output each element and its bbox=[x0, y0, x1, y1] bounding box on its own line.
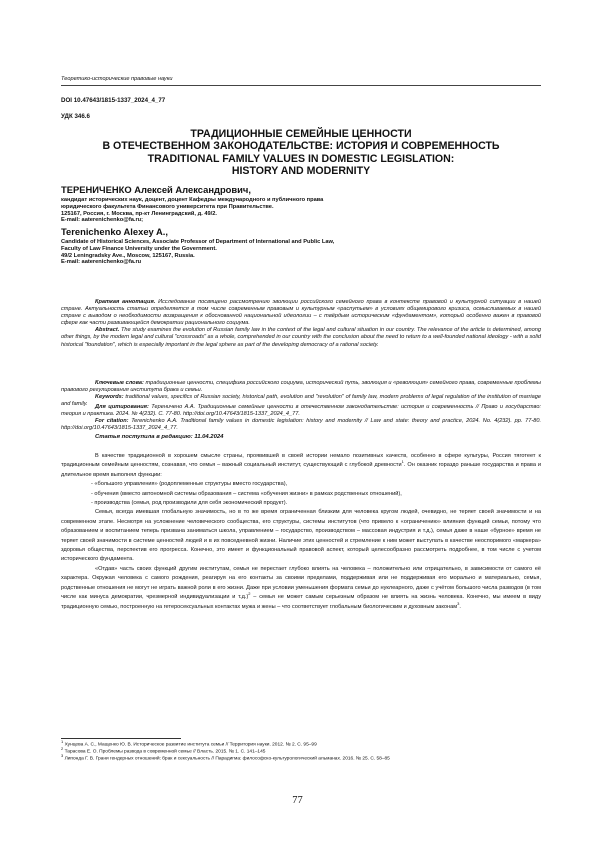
citation-en-label: For citation: bbox=[95, 418, 129, 425]
affiliation-line: Faculty of Law Finance University under the Government. bbox=[61, 245, 217, 252]
title-line: ТРАДИЦИОННЫЕ СЕМЕЙНЫЕ ЦЕННОСТИ bbox=[190, 128, 412, 140]
author-affiliation-ru bbox=[61, 197, 541, 224]
keywords-ru-text: традиционные ценности, специфика российского социума, исторический путь, эволюция и «революция» семейного права, современные проблемы правового регулирования института брака и семьи. bbox=[61, 380, 541, 394]
body-paragraph bbox=[61, 452, 541, 480]
citation-en-text: Terenichenko A.A. Traditional family values in domestic legislation: history and modernity // Law and state: theory and practice, 2024. No. 4(232). pp. 77-80. http://doi.org/10.47643/1815-1337_2024_4_77. bbox=[61, 418, 541, 432]
keywords-en-text: traditional values, specifics of Russian society, historical path, evolution and "revolution" of family law, modern problems of legal regulation of the institution of marriage and family. bbox=[61, 394, 541, 408]
keywords-en-label: Keywords: bbox=[95, 394, 124, 401]
abstract-ru-text: Исследование посвящено рассмотрению эволюции российского семейного права в контексте правовой и культурной ситуации в нашей стране. Актуальность статьи определяется в том числе современным правовым и культурным «распутьем» в условиях общемирового кризиса, осмысливаемых в нашей стране с выводом о необходимости возвращения к обоснованной национальной идеологии – с твёрдым историческим «фундаментом», который особенно важен в правовой сфере как части развивающейся демократии рационального социума. bbox=[61, 299, 541, 327]
body-paragraph bbox=[61, 565, 541, 612]
paragraph-text: . bbox=[459, 603, 461, 610]
abstract-ru-label: Краткая аннотация. bbox=[95, 299, 156, 305]
page-number: 77 bbox=[292, 795, 303, 806]
citation-ru bbox=[61, 404, 541, 418]
list-item: - обучения (вместо автономной системы образования – система «обучения жизни» в рамках родственных отношений), bbox=[91, 490, 402, 497]
list-item: - «большого управления» (родоплеменные структуры вместо государства), bbox=[91, 481, 288, 488]
affiliation-line: 49/2 Leningradsky Ave., Moscow, 125167, Russia. bbox=[61, 252, 195, 259]
footnote-ref[interactable]: 2 bbox=[248, 591, 251, 597]
paragraph-text: . Он оказник гораздо раньше государства и права и длительное время выполнял функции: bbox=[61, 462, 542, 478]
keywords-ru bbox=[61, 380, 541, 394]
paragraph-text: В качестве традиционной в хорошем смысле страны, проявившей в своей истории немало позитивных качеств, особенно в сфере культуры, Россия тяготеет к традиционным семейным ценностям, сознавая, что семья – важный социальный институт, существующий с глубокой древности bbox=[61, 453, 541, 469]
footnote-ref[interactable]: 1 bbox=[401, 459, 404, 465]
author-name-en: Terenichenko Alexey A., bbox=[61, 226, 168, 237]
abstract-section bbox=[61, 299, 541, 349]
abstract-en bbox=[61, 327, 541, 348]
article-body bbox=[61, 452, 541, 612]
body-paragraph: Семья, всегда имевшая глобальную значимость, но в то же время ограниченная близким для человека кругом людей, очевидно, не теряет своей значимости и на современном этапе. Несмотря на усложнение человеческого сообщества, его структуры, системы институтов (что привело к «ограничению» влияния функций семьи, потому что образованием и воспитанием теперь призвана заниматься школа, управлением – государство, производством – массовая индустрия и т.д.), семья даже в наше «бурное» время не теряет своей значимости в системе ценностей людей и в их повседневной жизни. Наличие этих ценностей и стремление к ним может выступать в качестве неоспоримого «маркера» здоровья общества, перспектив его прогресса. Конечно, это имеет и функциональный правовой аспект, который целесообразно рассмотреть подробнее, в том числе с учетом исторического фундамента. bbox=[61, 509, 541, 563]
footnote-ref[interactable]: 3 bbox=[457, 600, 460, 606]
footnote-number: 3 bbox=[61, 752, 64, 758]
author-affiliation-en bbox=[61, 239, 541, 266]
affiliation-line: E-mail: aaterenichenko@fa.ru bbox=[61, 259, 142, 266]
footnote bbox=[61, 739, 541, 749]
citation-ru-label: Для цитирования: bbox=[95, 404, 149, 410]
header-divider bbox=[61, 85, 541, 86]
citation-section bbox=[61, 404, 541, 432]
list-item: - производства (семья, род производили для себя экономический продукт). bbox=[91, 500, 288, 507]
footnote-text: Липонда Г. В. Грани гендерных отношений: брак и сексуальность // Парадигма: философско-культурологический альманах. 2016. № 25. С. 58–85 bbox=[64, 756, 390, 762]
paragraph-text: «Отдав» часть своих функций другим институтам, семья не перестает глубоко влиять на человека – положительно или отрицательно, в зависимости от самого её характера. Окружая человека с самого рождения, реагируя на его контакты за своими пределами, поддерживая или не поддерживая его морально и материально, семья, родственные отношения не могут не играть важной роли в его жизни. Даже при условии уменьшения формата семьи до нуклеарного, даже с учётом большого числа разводов (в том числе как минуса демократии, чрезмерной индивидуализации и т.д.) bbox=[61, 565, 541, 601]
abstract-en-text: The study examines the evolution of Russian family law in the context of the legal and cultural situation in our country. The relevance of the article is determined, among other things, by the modern legal and cultural "crossroads" as a whole, comprehended in our country with the conclusion about the need to return to a well-founded national ideology - with a solid historical "foundation", which is especially important in the legal sphere as part of the developing democracy of a rational society. bbox=[61, 327, 541, 348]
title-line: В ОТЕЧЕСТВЕННОМ ЗАКОНОДАТЕЛЬСТВЕ: ИСТОРИЯ И СОВРЕМЕННОСТЬ bbox=[102, 140, 500, 153]
affiliation-line: E-mail: aaterenichenko@fa.ru; bbox=[61, 217, 144, 224]
function-list bbox=[61, 480, 541, 508]
footnote-number: 2 bbox=[61, 745, 64, 751]
udk-code: УДК 346.6 bbox=[61, 113, 90, 120]
footnote-number: 1 bbox=[61, 739, 64, 744]
affiliation-line: Candidate of Historical Sciences, Associate Professor of Department of International and Public Law, bbox=[61, 239, 335, 245]
affiliation-line: юридического факультета Финансового университета при Правительстве. bbox=[61, 203, 274, 210]
affiliation-line: 125167, Россия, г. Москва, пр-кт Ленинградский, д. 49/2. bbox=[61, 210, 218, 217]
affiliation-line: кандидат исторических наук, доцент, доцент Кафедры международного и публичного права bbox=[61, 197, 324, 203]
abstract-en-label: Abstract. bbox=[95, 327, 120, 334]
footnotes bbox=[61, 739, 541, 762]
author-name-ru: ТЕРЕНИЧЕНКО Алексей Александрович, bbox=[61, 184, 251, 195]
abstract-ru bbox=[61, 299, 541, 327]
citation-en bbox=[61, 418, 541, 432]
running-header: Теоретико-исторические правовые науки bbox=[61, 76, 173, 82]
received-date: Статья поступила в редакцию: 11.04.2024 bbox=[95, 434, 224, 440]
paragraph-text: – семья не может самым серьезным образом не влиять на жизнь человека. Конечно, мы имеем в виду традиционную семью, построенную на гетеросексуальных контактах мужа и жены – что соответствует глобальным биологическим и духовным законам bbox=[61, 594, 541, 610]
footnote-divider bbox=[61, 738, 181, 739]
title-line: HISTORY AND MODERNITY bbox=[231, 165, 371, 178]
keywords-ru-label: Ключевые слова: bbox=[95, 380, 144, 386]
citation-ru-text: Тереничено А.А. Традиционные семейные ценности в отечественном законодательстве: история и современность // Право и государство: теория и практика. 2024. № 4(232). С. 77-80. http://doi.org/10.47643/1815-1337_2024_4_77. bbox=[61, 404, 541, 418]
footnote-text: Хунцева А. С., Мащенко Ю. В. Историческое развитие института семьи // Территория науки. 2012. № 2. С. 95–99 bbox=[64, 742, 317, 748]
title-line: TRADITIONAL FAMILY VALUES IN DOMESTIC LEGISLATION: bbox=[147, 152, 455, 165]
article-title bbox=[61, 128, 541, 178]
footnote-text: Тарасова Е. О. Проблемы развода в современной семье // Власть. 2015. № 1. С. 141–145 bbox=[64, 749, 266, 755]
doi: DOI 10.47643/1815-1337_2024_4_77 bbox=[61, 97, 166, 104]
